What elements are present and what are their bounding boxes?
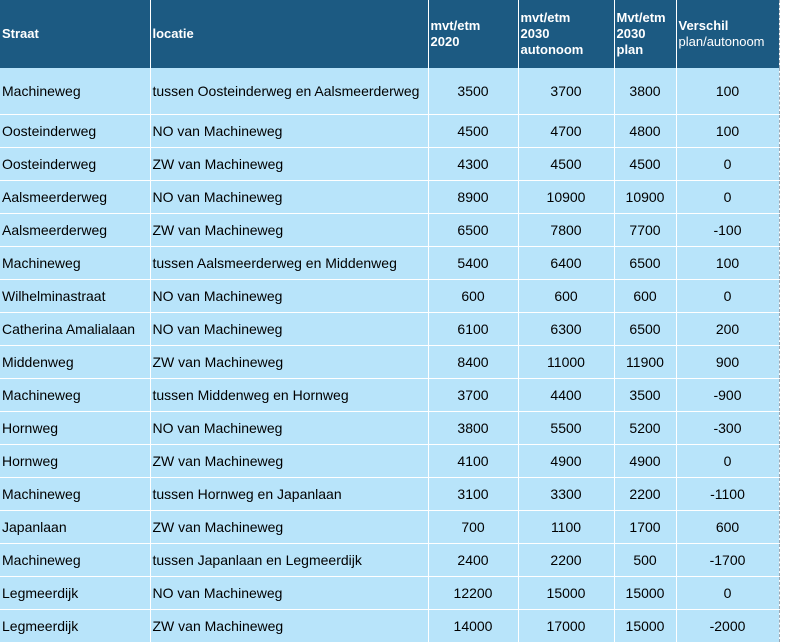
cell-verschil: -2000 xyxy=(676,609,779,642)
cell-verschil: 600 xyxy=(676,510,779,543)
cell-mvt-2030-plan: 15000 xyxy=(614,576,676,609)
cell-verschil: 100 xyxy=(676,68,779,114)
header-line: plan/autonoom xyxy=(678,34,765,49)
table-row xyxy=(0,345,779,378)
cell-straat: Japanlaan xyxy=(0,510,150,543)
cell-straat: Machineweg xyxy=(0,477,150,510)
header-mvt-2030-plan xyxy=(614,0,676,68)
table-body xyxy=(0,68,779,642)
cell-mvt-2020: 14000 xyxy=(428,609,518,642)
cell-straat: Aalsmeerderweg xyxy=(0,180,150,213)
cell-mvt-2020: 8400 xyxy=(428,345,518,378)
cell-mvt-2030-autonoom: 6300 xyxy=(518,312,614,345)
cell-mvt-2020: 3100 xyxy=(428,477,518,510)
cell-mvt-2030-plan: 3500 xyxy=(614,378,676,411)
header-line: autonoom xyxy=(520,42,584,57)
table-row xyxy=(0,180,779,213)
table-row xyxy=(0,444,779,477)
header-mvt-2020 xyxy=(428,0,518,68)
cell-locatie: NO van Machineweg xyxy=(150,312,428,345)
cell-straat: Hornweg xyxy=(0,411,150,444)
cell-verschil: -900 xyxy=(676,378,779,411)
cell-mvt-2020: 4300 xyxy=(428,147,518,180)
cell-mvt-2030-plan: 500 xyxy=(614,543,676,576)
cell-mvt-2030-autonoom: 4500 xyxy=(518,147,614,180)
cell-verschil: 900 xyxy=(676,345,779,378)
table-row xyxy=(0,312,779,345)
cell-mvt-2020: 8900 xyxy=(428,180,518,213)
cell-mvt-2030-plan: 4800 xyxy=(614,114,676,147)
cell-straat: Machineweg xyxy=(0,246,150,279)
cell-verschil: -1100 xyxy=(676,477,779,510)
cell-mvt-2030-autonoom: 6400 xyxy=(518,246,614,279)
cell-locatie: ZW van Machineweg xyxy=(150,345,428,378)
cell-mvt-2030-plan: 4900 xyxy=(614,444,676,477)
cell-locatie: ZW van Machineweg xyxy=(150,147,428,180)
cell-locatie: ZW van Machineweg xyxy=(150,609,428,642)
cell-mvt-2030-plan: 7700 xyxy=(614,213,676,246)
cell-mvt-2030-autonoom: 11000 xyxy=(518,345,614,378)
header-row xyxy=(0,0,779,68)
cell-locatie: NO van Machineweg xyxy=(150,180,428,213)
cell-verschil: -1700 xyxy=(676,543,779,576)
cell-mvt-2030-plan: 6500 xyxy=(614,312,676,345)
cell-straat: Middenweg xyxy=(0,345,150,378)
cell-mvt-2030-autonoom: 4900 xyxy=(518,444,614,477)
cell-locatie: tussen Middenweg en Hornweg xyxy=(150,378,428,411)
table-row xyxy=(0,279,779,312)
header-line: plan xyxy=(616,42,644,57)
cell-straat: Hornweg xyxy=(0,444,150,477)
header-line: 2020 xyxy=(430,34,460,49)
table-row xyxy=(0,378,779,411)
header-verschil xyxy=(676,0,779,68)
cell-verschil: 100 xyxy=(676,246,779,279)
header-locatie: locatie xyxy=(150,0,428,68)
table-row xyxy=(0,147,779,180)
cell-verschil: 0 xyxy=(676,444,779,477)
cell-locatie: ZW van Machineweg xyxy=(150,510,428,543)
table-row xyxy=(0,510,779,543)
cell-straat: Legmeerdijk xyxy=(0,609,150,642)
cell-locatie: tussen Japanlaan en Legmeerdijk xyxy=(150,543,428,576)
cell-mvt-2030-autonoom: 1100 xyxy=(518,510,614,543)
cell-verschil: 0 xyxy=(676,279,779,312)
header-line: mvt/etm xyxy=(430,18,481,33)
cell-mvt-2030-plan: 3800 xyxy=(614,68,676,114)
cell-locatie: NO van Machineweg xyxy=(150,411,428,444)
cell-straat: Aalsmeerderweg xyxy=(0,213,150,246)
cell-straat: Machineweg xyxy=(0,68,150,114)
cell-mvt-2030-plan: 5200 xyxy=(614,411,676,444)
table-row xyxy=(0,68,779,114)
cell-mvt-2030-autonoom: 600 xyxy=(518,279,614,312)
cell-mvt-2020: 4500 xyxy=(428,114,518,147)
cell-verschil: 0 xyxy=(676,180,779,213)
cell-verschil: 0 xyxy=(676,147,779,180)
header-line: 2030 xyxy=(520,26,550,41)
cell-mvt-2030-plan: 11900 xyxy=(614,345,676,378)
cell-mvt-2030-plan: 10900 xyxy=(614,180,676,213)
cell-straat: Oosteinderweg xyxy=(0,114,150,147)
cell-straat: Catherina Amalialaan xyxy=(0,312,150,345)
cell-straat: Machineweg xyxy=(0,543,150,576)
header-line: Mvt/etm xyxy=(616,10,666,25)
cell-mvt-2030-plan: 6500 xyxy=(614,246,676,279)
cell-verschil: -100 xyxy=(676,213,779,246)
table-row xyxy=(0,609,779,642)
table-row xyxy=(0,576,779,609)
header-straat: Straat xyxy=(0,0,150,68)
cell-locatie: NO van Machineweg xyxy=(150,279,428,312)
cell-locatie: NO van Machineweg xyxy=(150,114,428,147)
cell-mvt-2020: 5400 xyxy=(428,246,518,279)
cell-mvt-2030-autonoom: 3700 xyxy=(518,68,614,114)
cell-mvt-2020: 3700 xyxy=(428,378,518,411)
cell-mvt-2030-autonoom: 17000 xyxy=(518,609,614,642)
cell-mvt-2030-autonoom: 7800 xyxy=(518,213,614,246)
cell-mvt-2030-plan: 1700 xyxy=(614,510,676,543)
table-row xyxy=(0,213,779,246)
cell-mvt-2030-autonoom: 4700 xyxy=(518,114,614,147)
table-row xyxy=(0,411,779,444)
cell-mvt-2020: 2400 xyxy=(428,543,518,576)
cell-mvt-2020: 12200 xyxy=(428,576,518,609)
header-line: mvt/etm xyxy=(520,10,571,25)
cell-locatie: NO van Machineweg xyxy=(150,576,428,609)
cell-mvt-2030-autonoom: 4400 xyxy=(518,378,614,411)
cell-straat: Legmeerdijk xyxy=(0,576,150,609)
cell-mvt-2030-autonoom: 5500 xyxy=(518,411,614,444)
cell-mvt-2030-autonoom: 3300 xyxy=(518,477,614,510)
cell-mvt-2020: 4100 xyxy=(428,444,518,477)
header-line: Verschil xyxy=(678,18,729,33)
cell-locatie: tussen Oosteinderweg en Aalsmeerderweg xyxy=(150,68,428,114)
table-row xyxy=(0,246,779,279)
cell-verschil: 0 xyxy=(676,576,779,609)
cell-mvt-2020: 700 xyxy=(428,510,518,543)
cell-mvt-2030-autonoom: 10900 xyxy=(518,180,614,213)
cell-verschil: 200 xyxy=(676,312,779,345)
cell-mvt-2030-plan: 4500 xyxy=(614,147,676,180)
cell-mvt-2030-autonoom: 2200 xyxy=(518,543,614,576)
header-mvt-2030-autonoom xyxy=(518,0,614,68)
cell-mvt-2020: 6500 xyxy=(428,213,518,246)
cell-verschil: 100 xyxy=(676,114,779,147)
cell-straat: Wilhelminastraat xyxy=(0,279,150,312)
cell-locatie: tussen Aalsmeerderweg en Middenweg xyxy=(150,246,428,279)
cell-locatie: ZW van Machineweg xyxy=(150,213,428,246)
cell-mvt-2020: 600 xyxy=(428,279,518,312)
cell-locatie: ZW van Machineweg xyxy=(150,444,428,477)
cell-verschil: -300 xyxy=(676,411,779,444)
cell-straat: Oosteinderweg xyxy=(0,147,150,180)
cell-mvt-2030-plan: 15000 xyxy=(614,609,676,642)
cell-mvt-2030-plan: 2200 xyxy=(614,477,676,510)
cell-mvt-2020: 6100 xyxy=(428,312,518,345)
header-line: 2030 xyxy=(616,26,646,41)
table-row xyxy=(0,543,779,576)
cell-locatie: tussen Hornweg en Japanlaan xyxy=(150,477,428,510)
table-row xyxy=(0,477,779,510)
table-row xyxy=(0,114,779,147)
cell-mvt-2020: 3800 xyxy=(428,411,518,444)
cell-mvt-2030-autonoom: 15000 xyxy=(518,576,614,609)
cell-mvt-2030-plan: 600 xyxy=(614,279,676,312)
cell-straat: Machineweg xyxy=(0,378,150,411)
cell-mvt-2020: 3500 xyxy=(428,68,518,114)
